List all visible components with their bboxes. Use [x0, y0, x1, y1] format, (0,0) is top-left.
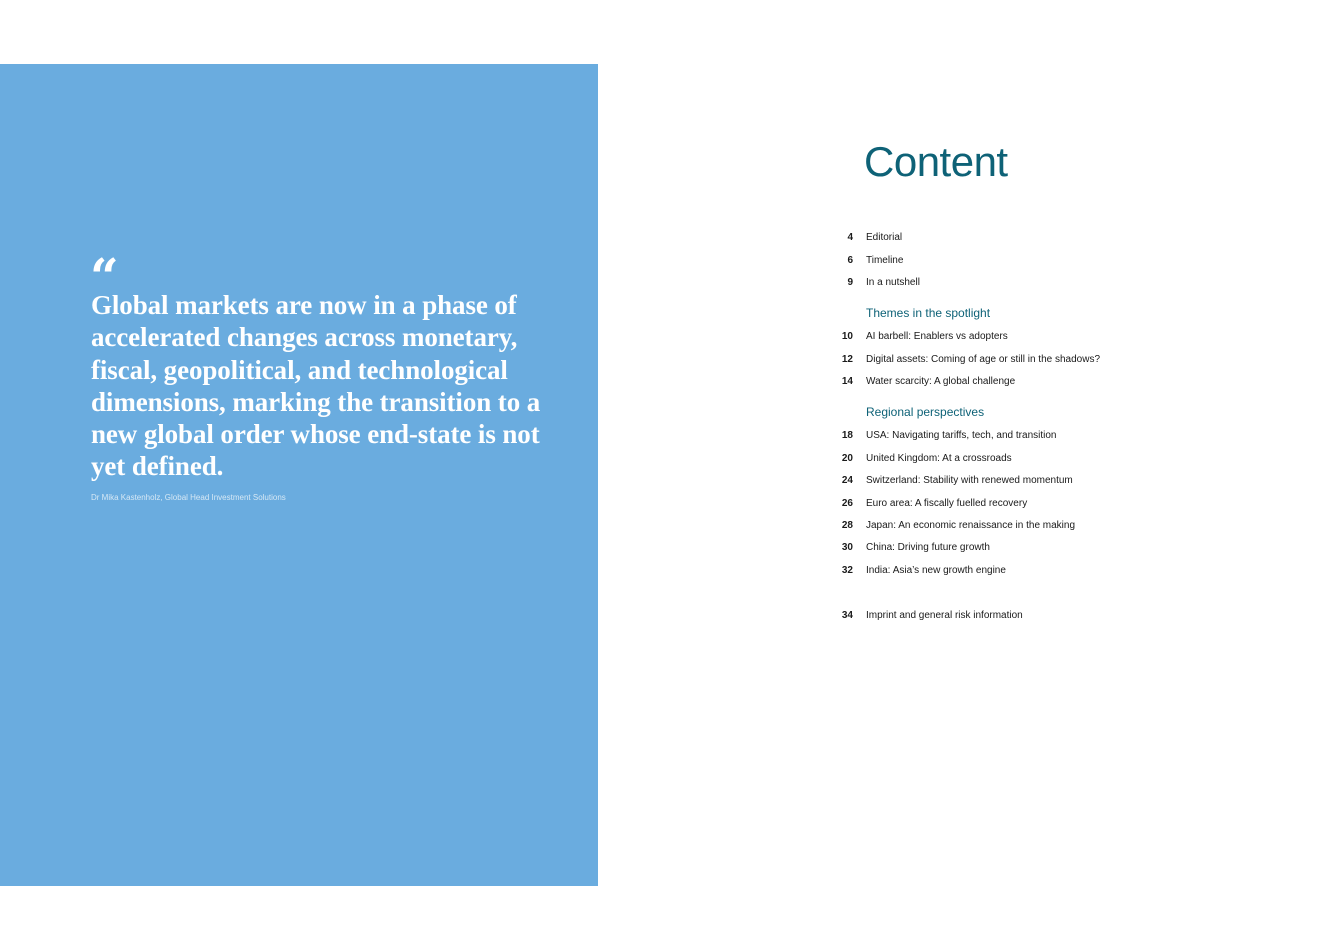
- toc-page-number: 14: [841, 376, 853, 387]
- toc-entry-label: Euro area: A fiscally fuelled recovery: [866, 498, 1028, 509]
- toc-entry-label: In a nutshell: [866, 277, 920, 288]
- toc-entry-label: USA: Navigating tariffs, tech, and transition: [866, 430, 1057, 441]
- toc-entry-label: Digital assets: Coming of age or still in the shadows?: [866, 354, 1101, 365]
- toc-page-number: 26: [841, 498, 853, 509]
- toc-page-number: 32: [841, 565, 853, 576]
- toc-entry-label: Switzerland: Stability with renewed momentum: [866, 475, 1073, 486]
- quotation-mark-icon: “: [90, 247, 119, 306]
- page-title: Content: [864, 138, 1008, 185]
- toc-page-number: 18: [841, 430, 853, 441]
- toc-entry-label: AI barbell: Enablers vs adopters: [866, 331, 1008, 342]
- toc-page-number: 30: [841, 542, 853, 553]
- pull-quote: Global markets are now in a phase of accelerated changes across monetary, fiscal, geopolitical, and technological dimensions, marking the transition to a new global order whose end-state is not yet defined.: [91, 290, 541, 482]
- toc-page-number: 4: [847, 232, 853, 243]
- toc-page-number: 24: [841, 475, 853, 486]
- toc-entry-label: Japan: An economic renaissance in the making: [866, 520, 1076, 531]
- toc-page-number: 12: [841, 354, 853, 365]
- toc-section-heading: Themes in the spotlight: [866, 306, 991, 320]
- toc-page-number: 34: [841, 610, 853, 621]
- toc-entry-label: China: Driving future growth: [866, 542, 990, 553]
- toc-section-heading: Regional perspectives: [866, 405, 985, 419]
- quote-author: Dr Mika Kastenholz, Global Head Investment Solutions: [91, 493, 286, 502]
- toc-entry-label: Timeline: [866, 255, 904, 266]
- toc-entry-label: India: Asia’s new growth engine: [866, 565, 1006, 576]
- toc-page-number: 10: [841, 331, 853, 342]
- toc-entry-label: Imprint and general risk information: [866, 610, 1023, 621]
- toc-page-number: 9: [847, 277, 853, 288]
- toc-entry-label: Editorial: [866, 232, 903, 243]
- toc-entry-label: United Kingdom: At a crossroads: [866, 453, 1012, 464]
- toc-page-number: 20: [841, 453, 853, 464]
- toc-page-number: 6: [847, 255, 853, 266]
- toc-entry-label: Water scarcity: A global challenge: [866, 376, 1016, 387]
- toc-page-number: 28: [841, 520, 853, 531]
